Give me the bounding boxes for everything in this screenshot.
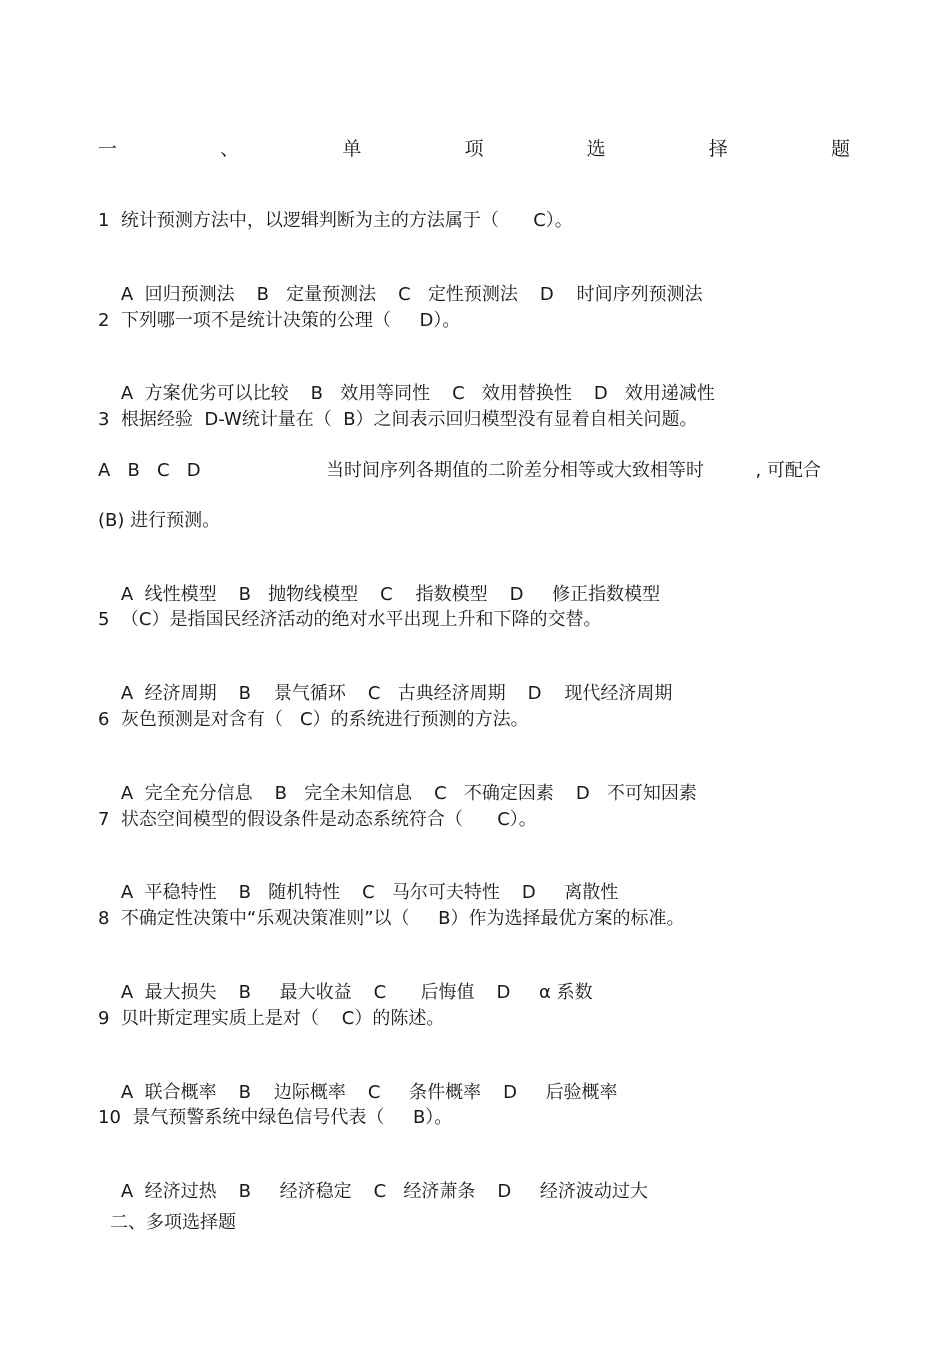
option: A 平稳特性 <box>120 882 217 903</box>
option: B 抛物线模型 <box>238 584 359 605</box>
option: A 经济周期 <box>120 683 217 704</box>
option: D 不可知因素 <box>575 783 697 804</box>
option: B 效用等同性 <box>310 383 431 404</box>
option: C 效用替换性 <box>452 383 572 404</box>
option: A 经济过热 <box>120 1181 217 1202</box>
question-8: 8 不确定性决策中“乐观决策准则”以（ B）作为选择最优方案的标准。 <box>98 908 685 929</box>
question-10: 10 景气预警系统中绿色信号代表（ B）。 <box>98 1107 453 1128</box>
option: B 完全未知信息 <box>274 783 413 804</box>
question-1: 1 统计预测方法中，以逻辑判断为主的方法属于（ C）。 <box>98 210 573 231</box>
option: C 定性预测法 <box>398 284 518 305</box>
option: C 马尔可夫特性 <box>362 882 500 903</box>
option: D 时间序列预测法 <box>539 284 703 305</box>
option: A 线性模型 <box>120 584 217 605</box>
section-2-heading: 二、多项选择题 <box>110 1212 236 1233</box>
option: D 现代经济周期 <box>527 683 673 704</box>
question-3: 3 根据经验 D-W统计量在（ B）之间表示回归模型没有显着自相关问题。 <box>98 409 698 430</box>
option: A 方案优劣可以比较 <box>120 383 289 404</box>
question-5: 5 （C）是指国民经济活动的绝对水平出现上升和下降的交替。 <box>98 609 602 630</box>
options-3: A B C D <box>98 460 201 481</box>
heading-char: 项 <box>464 138 484 160</box>
heading-char: 题 <box>830 138 850 160</box>
heading-char: 一 <box>98 138 118 160</box>
option: A 完全充分信息 <box>120 783 253 804</box>
option: A 联合概率 <box>120 1082 217 1103</box>
heading-char: 选 <box>586 138 606 160</box>
question-9: 9 贝叶斯定理实质上是对（ C）的陈述。 <box>98 1008 445 1029</box>
option: D 经济波动过大 <box>497 1181 648 1202</box>
option: A 最大损失 <box>120 982 217 1003</box>
question-7: 7 状态空间模型的假设条件是动态系统符合（ C）。 <box>98 809 537 830</box>
option: D 离散性 <box>521 882 619 903</box>
question-4-text: 当时间序列各期值的二阶差分相等或大致相等时 , 可配合 <box>326 460 821 481</box>
option: C 指数模型 <box>380 584 488 605</box>
heading-char: 单 <box>342 138 362 160</box>
option: B 景气循环 <box>238 683 346 704</box>
option: B 最大收益 <box>238 982 352 1003</box>
question-4-continuation: (B) 进行预测。 <box>98 510 221 531</box>
option: D 后验概率 <box>503 1082 618 1103</box>
option: C 经济萧条 <box>373 1181 476 1202</box>
option: D 效用递减性 <box>593 383 715 404</box>
option: C 后悔值 <box>373 982 475 1003</box>
option: C 不确定因素 <box>434 783 554 804</box>
option: B 随机特性 <box>238 882 341 903</box>
option: A 回归预测法 <box>120 284 235 305</box>
option: D 修正指数模型 <box>509 584 661 605</box>
option: D α 系数 <box>496 982 593 1003</box>
question-6: 6 灰色预测是对含有（ C）的系统进行预测的方法。 <box>98 709 529 730</box>
heading-char: 、 <box>220 138 240 160</box>
question-2: 2 下列哪一项不是统计决策的公理（ D）。 <box>98 310 461 331</box>
option: B 边际概率 <box>238 1082 346 1103</box>
heading-char: 择 <box>708 138 728 160</box>
option: B 经济稳定 <box>238 1181 352 1202</box>
option: C 条件概率 <box>367 1082 482 1103</box>
section-1-heading <box>98 134 850 161</box>
option: B 定量预测法 <box>256 284 377 305</box>
option: C 古典经济周期 <box>367 683 506 704</box>
